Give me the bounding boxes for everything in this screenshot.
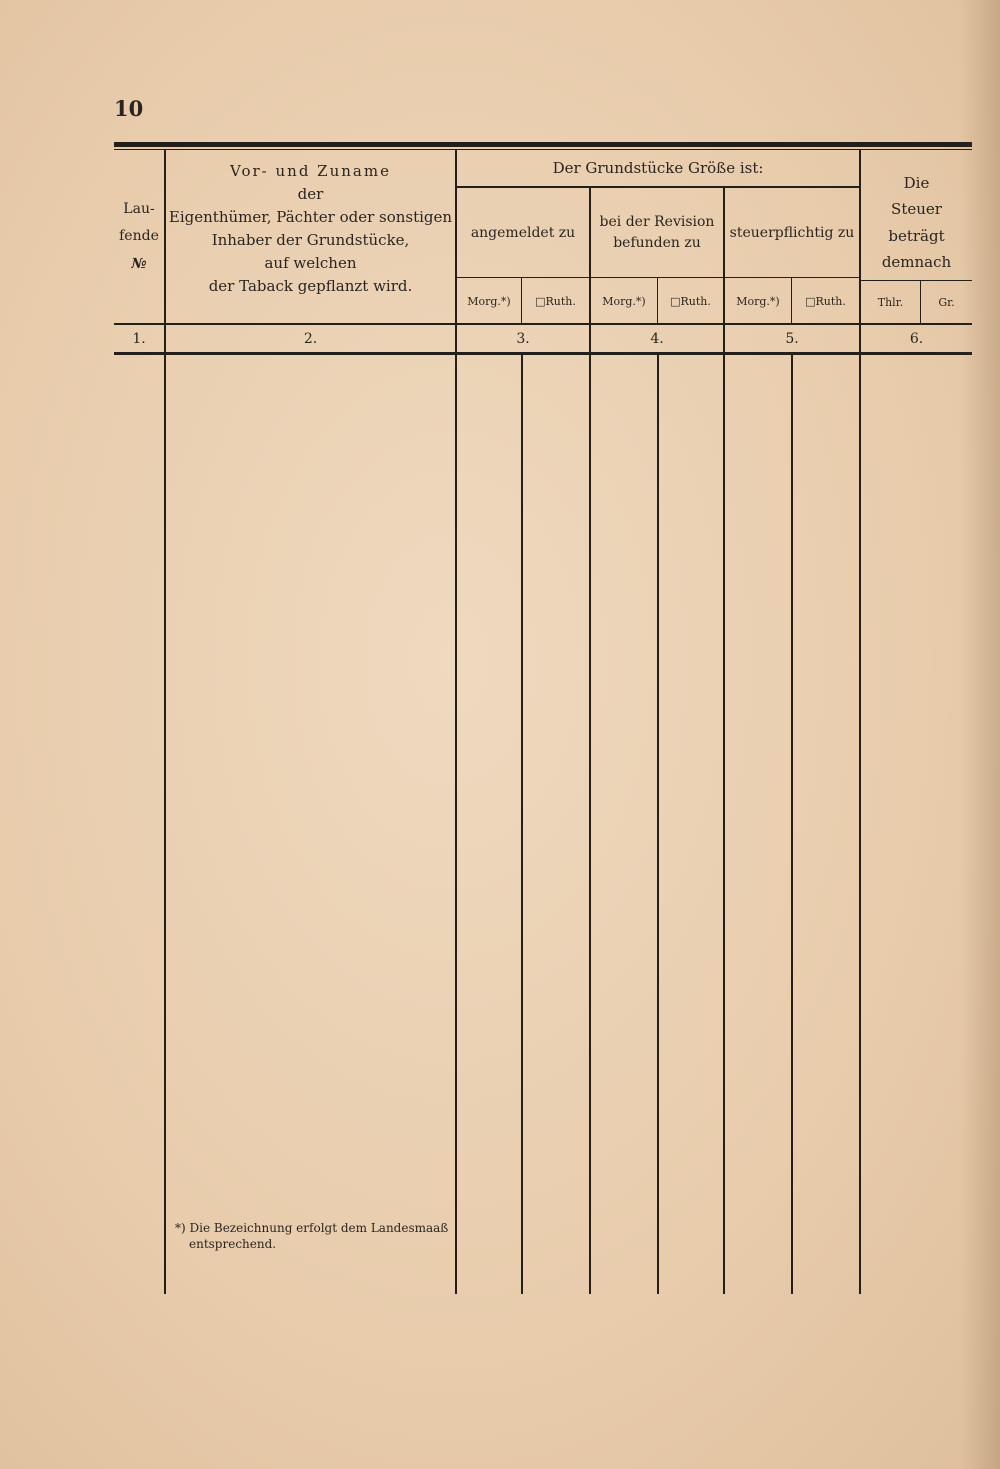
- header-name-line1: Vor- und Zuname: [230, 162, 391, 180]
- header-revision: [591, 188, 723, 277]
- unit-ruth-4: □Ruth.: [670, 294, 711, 308]
- header-laufende: [114, 196, 164, 278]
- header-name-line2: der: [297, 184, 324, 203]
- header-name-line5: auf welchen: [264, 253, 357, 272]
- header-laufende-line1: Lau-: [123, 201, 155, 217]
- vrule-3b: [521, 355, 523, 1294]
- unit-thlr: Thlr.: [877, 295, 904, 309]
- column-number-3: 3.: [516, 330, 530, 347]
- header-number-sign: №: [131, 255, 147, 272]
- header-revision-line1: bei der Revision: [599, 214, 715, 231]
- column-number-4: 4.: [650, 330, 664, 347]
- column-number-6: 6.: [909, 330, 924, 347]
- unit-morg-5: Morg.*): [736, 294, 780, 308]
- unit-ruth-3: □Ruth.: [535, 294, 576, 308]
- vrule-1: [164, 149, 166, 1294]
- footnote: [175, 1220, 465, 1252]
- header-steuer-line2: Steuer beträgt: [888, 200, 945, 245]
- header-laufende-line2: fende: [119, 228, 159, 245]
- page-number: 10: [114, 96, 144, 121]
- header-steuer-line3: demnach: [881, 252, 952, 271]
- column-number-1: 1.: [132, 330, 146, 347]
- page-edge-shadow: [960, 0, 1000, 1469]
- vrule-7b: [791, 355, 793, 1294]
- header-angemeldet: angemeldet zu: [470, 224, 576, 241]
- column-number-5: 5.: [785, 330, 799, 347]
- vrule-6: [723, 187, 725, 1294]
- header-steuerpflichtig: steuerpflichtig zu: [729, 224, 855, 241]
- unit-ruth-5: □Ruth.: [805, 294, 846, 308]
- header-name-line6: der Taback gepflanzt wird.: [208, 276, 413, 295]
- header-revision-line2: befunden zu: [613, 234, 701, 251]
- header-name-line4: Inhaber der Grundstücke,: [211, 230, 410, 249]
- header-steuer: [861, 170, 972, 275]
- unit-morg-4: Morg.*): [602, 294, 646, 308]
- top-rule: [114, 142, 972, 147]
- unit-gr: Gr.: [938, 295, 955, 309]
- footnote-line1: *) Die Bezeichnung erfolgt dem Landesmaaß: [175, 1221, 449, 1235]
- vrule-4: [589, 187, 591, 1294]
- footnote-line2: entsprechend.: [189, 1237, 277, 1252]
- unit-morg-3: Morg.*): [467, 294, 511, 308]
- header-name-owner: [166, 160, 455, 298]
- numbers-bottom-rule: [114, 352, 972, 355]
- header-size-group: Der Grundstücke Größe ist:: [552, 159, 764, 177]
- vrule-5b: [657, 355, 659, 1294]
- header-name-line3: Eigenthümer, Pächter oder sonstigen: [168, 207, 453, 226]
- column-number-2: 2.: [303, 330, 318, 347]
- header-steuer-line1: Die: [903, 174, 930, 192]
- units-rule-left: [456, 277, 860, 278]
